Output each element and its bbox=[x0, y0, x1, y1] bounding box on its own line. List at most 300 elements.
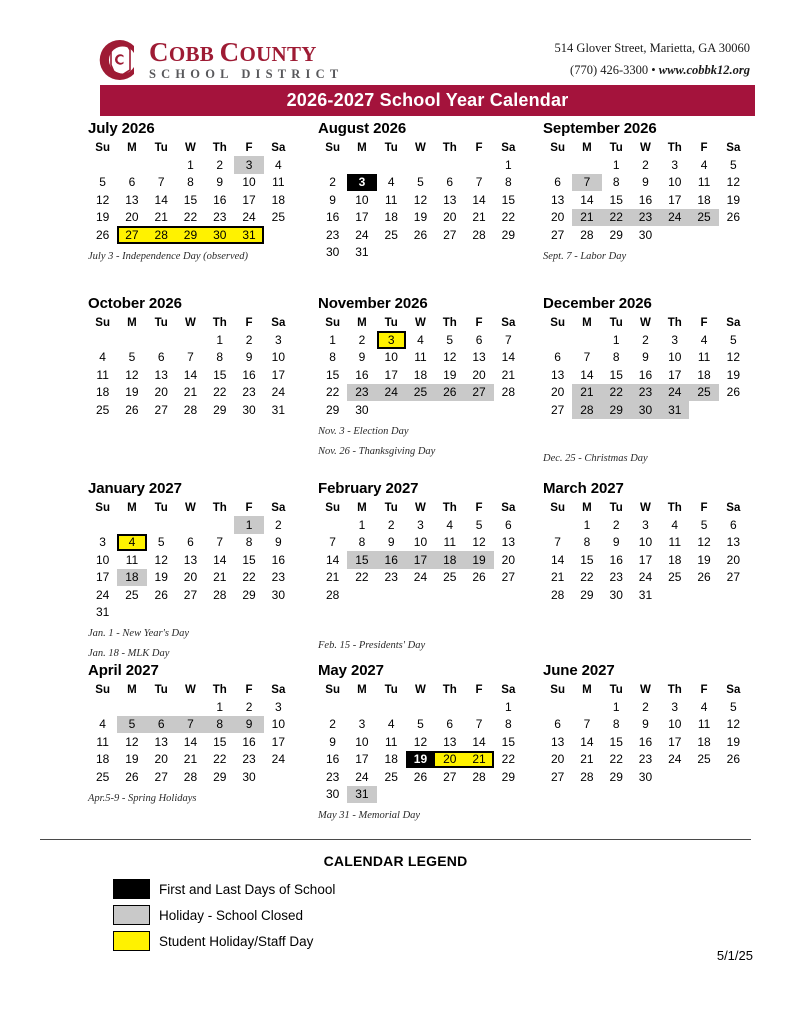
empty-day-cell bbox=[435, 401, 464, 419]
empty-day-cell bbox=[719, 401, 748, 419]
holiday-note: Jan. 18 - MLK Day bbox=[88, 648, 170, 659]
day-cell: 7 bbox=[475, 175, 483, 190]
day-cell: 9 bbox=[234, 716, 263, 734]
empty-day-cell bbox=[435, 156, 464, 174]
weekday-header-m: M bbox=[357, 502, 367, 514]
day-cell: 20 bbox=[443, 210, 457, 225]
day-cell: 12 bbox=[443, 350, 457, 365]
month-title: January 2027 bbox=[88, 480, 182, 497]
month-title: February 2027 bbox=[318, 480, 419, 497]
week-row bbox=[88, 209, 293, 227]
day-cell: 18 bbox=[117, 569, 146, 587]
empty-day-cell bbox=[464, 156, 493, 174]
week-row bbox=[543, 516, 748, 534]
day-cell: 28 bbox=[472, 227, 486, 242]
day-cell: 17 bbox=[406, 551, 435, 569]
day-cell: 6 bbox=[446, 717, 454, 732]
weekday-header-m: M bbox=[582, 317, 592, 329]
week-row bbox=[318, 786, 523, 804]
day-cell: 5 bbox=[128, 350, 136, 365]
weekday-header-th: Th bbox=[442, 142, 457, 154]
month-title: October 2026 bbox=[88, 295, 182, 312]
day-cell: 28 bbox=[472, 769, 486, 784]
day-cell: 9 bbox=[358, 350, 366, 365]
weekday-header-su: Su bbox=[95, 502, 110, 514]
week-row bbox=[543, 331, 748, 349]
week-row bbox=[543, 174, 748, 192]
weekday-header-m: M bbox=[357, 142, 367, 154]
day-cell: 28 bbox=[580, 769, 594, 784]
week-row bbox=[318, 569, 523, 587]
empty-day-cell bbox=[117, 156, 146, 174]
day-cell: 3 bbox=[234, 156, 263, 174]
day-cell: 16 bbox=[271, 552, 286, 567]
day-cell: 6 bbox=[187, 535, 194, 550]
day-cell: 18 bbox=[697, 192, 711, 207]
day-cell: 5 bbox=[417, 175, 424, 190]
month-table bbox=[318, 315, 523, 419]
weekday-header-sa: Sa bbox=[271, 502, 286, 514]
day-cell: 26 bbox=[726, 752, 741, 767]
weekday-header-w: W bbox=[640, 142, 651, 154]
day-cell: 23 bbox=[271, 570, 286, 585]
day-cell: 16 bbox=[242, 367, 256, 382]
month-table bbox=[88, 500, 293, 621]
weekday-header-row bbox=[88, 315, 293, 331]
holiday-note: Nov. 3 - Election Day bbox=[318, 425, 409, 437]
day-cell: 30 bbox=[242, 769, 256, 784]
day-cell: 8 bbox=[216, 350, 224, 365]
week-row bbox=[318, 716, 523, 734]
day-cell: 26 bbox=[413, 769, 428, 784]
empty-day-cell bbox=[572, 698, 601, 716]
month-title: March 2027 bbox=[543, 480, 624, 497]
day-cell: 14 bbox=[154, 192, 168, 207]
day-cell: 15 bbox=[213, 734, 227, 749]
day-cell: 2 bbox=[642, 699, 649, 714]
month-block-july-2026 bbox=[88, 120, 293, 262]
weekday-header-m: M bbox=[127, 502, 137, 514]
day-cell: 1 bbox=[612, 699, 620, 714]
week-row bbox=[543, 586, 748, 604]
day-cell: 17 bbox=[355, 210, 369, 225]
day-cell: 23 bbox=[631, 384, 660, 402]
day-cell: 25 bbox=[95, 402, 110, 417]
day-cell: 17 bbox=[242, 192, 256, 207]
day-cell: 14 bbox=[213, 552, 227, 567]
month-table bbox=[543, 500, 748, 604]
weekday-header-th: Th bbox=[667, 502, 682, 514]
day-cell: 20 bbox=[472, 367, 486, 382]
empty-day-cell bbox=[377, 698, 406, 716]
day-cell: 16 bbox=[325, 752, 340, 767]
empty-day-cell bbox=[660, 768, 689, 786]
day-cell: 30 bbox=[205, 226, 234, 244]
empty-day-cell bbox=[377, 401, 406, 419]
weekday-header-th: Th bbox=[667, 317, 682, 329]
day-cell: 18 bbox=[271, 192, 286, 207]
day-cell: 13 bbox=[550, 734, 565, 749]
day-cell: 13 bbox=[550, 367, 565, 382]
day-cell: 28 bbox=[501, 385, 516, 400]
weekday-header-f: F bbox=[475, 142, 483, 154]
day-cell: 25 bbox=[689, 209, 718, 227]
day-cell: 24 bbox=[668, 752, 682, 767]
weekday-header-su: Su bbox=[550, 502, 565, 514]
weekday-header-row bbox=[88, 500, 293, 516]
weekday-header-row bbox=[318, 315, 523, 331]
weekday-header-m: M bbox=[582, 142, 592, 154]
week-row bbox=[543, 191, 748, 209]
day-cell: 29 bbox=[325, 402, 340, 417]
weekday-header-sa: Sa bbox=[271, 317, 286, 329]
week-row bbox=[88, 768, 293, 786]
empty-day-cell bbox=[377, 586, 406, 604]
week-row bbox=[543, 698, 748, 716]
day-cell: 9 bbox=[642, 175, 649, 190]
weekday-header-tu: Tu bbox=[384, 142, 398, 154]
month-block-january-2027 bbox=[88, 480, 293, 659]
day-cell: 8 bbox=[205, 716, 234, 734]
empty-day-cell bbox=[406, 401, 435, 419]
empty-day-cell bbox=[377, 156, 406, 174]
day-cell: 25 bbox=[697, 752, 711, 767]
week-row bbox=[543, 733, 748, 751]
week-row bbox=[88, 733, 293, 751]
weekday-header-th: Th bbox=[212, 502, 227, 514]
day-cell: 9 bbox=[612, 535, 620, 550]
week-row bbox=[543, 534, 748, 552]
week-row bbox=[318, 384, 523, 402]
day-cell: 8 bbox=[245, 535, 253, 550]
weekday-header-w: W bbox=[415, 317, 426, 329]
day-cell: 26 bbox=[413, 227, 428, 242]
empty-day-cell bbox=[464, 786, 493, 804]
weekday-header-w: W bbox=[415, 684, 426, 696]
day-cell: 27 bbox=[117, 226, 146, 244]
day-cell: 28 bbox=[213, 587, 227, 602]
week-row bbox=[318, 244, 523, 262]
day-cell: 1 bbox=[358, 517, 366, 532]
day-cell: 20 bbox=[726, 552, 741, 567]
month-title: December 2026 bbox=[543, 295, 652, 312]
empty-day-cell bbox=[147, 331, 176, 349]
day-cell: 23 bbox=[631, 209, 660, 227]
day-cell: 17 bbox=[638, 552, 653, 567]
day-cell: 24 bbox=[355, 769, 369, 784]
day-cell: 25 bbox=[689, 384, 718, 402]
weekday-header-su: Su bbox=[95, 684, 110, 696]
month-title: May 2027 bbox=[318, 662, 384, 679]
day-cell: 11 bbox=[443, 535, 456, 550]
day-cell: 30 bbox=[609, 587, 623, 602]
day-cell: 10 bbox=[668, 717, 682, 732]
day-cell: 10 bbox=[271, 717, 286, 732]
day-cell: 29 bbox=[501, 227, 516, 242]
week-row bbox=[318, 191, 523, 209]
weekday-header-f: F bbox=[700, 142, 708, 154]
legend-swatch-black bbox=[113, 879, 150, 899]
day-cell: 10 bbox=[355, 192, 369, 207]
week-row bbox=[318, 156, 523, 174]
day-cell: 4 bbox=[99, 717, 106, 732]
weekday-header-w: W bbox=[185, 502, 196, 514]
day-cell: 1 bbox=[187, 157, 194, 172]
week-row bbox=[88, 226, 293, 244]
day-cell: 12 bbox=[726, 350, 741, 365]
day-cell: 23 bbox=[384, 570, 398, 585]
day-cell: 4 bbox=[275, 157, 282, 172]
legend-divider bbox=[40, 839, 751, 840]
day-cell: 8 bbox=[329, 350, 336, 365]
empty-day-cell bbox=[205, 516, 234, 534]
day-cell: 2 bbox=[329, 717, 336, 732]
day-cell: 8 bbox=[358, 535, 366, 550]
day-cell: 14 bbox=[550, 552, 565, 567]
holiday-note: July 3 - Independence Day (observed) bbox=[88, 250, 249, 262]
week-row bbox=[318, 401, 523, 419]
day-cell: 14 bbox=[501, 350, 516, 365]
empty-day-cell bbox=[406, 586, 435, 604]
day-cell: 30 bbox=[638, 769, 653, 784]
day-cell: 15 bbox=[501, 192, 516, 207]
day-cell: 23 bbox=[213, 210, 227, 225]
weekday-header-tu: Tu bbox=[609, 502, 623, 514]
empty-day-cell bbox=[88, 156, 117, 174]
day-cell: 14 bbox=[183, 734, 198, 749]
day-cell: 17 bbox=[668, 192, 682, 207]
weekday-header-tu: Tu bbox=[154, 317, 168, 329]
empty-day-cell bbox=[689, 226, 718, 244]
week-row bbox=[543, 384, 748, 402]
day-cell: 6 bbox=[446, 175, 454, 190]
empty-day-cell bbox=[264, 768, 293, 786]
week-row bbox=[88, 551, 293, 569]
empty-day-cell bbox=[347, 698, 376, 716]
day-cell: 9 bbox=[642, 350, 649, 365]
day-cell: 15 bbox=[609, 734, 623, 749]
day-cell: 13 bbox=[125, 192, 139, 207]
day-cell: 13 bbox=[501, 535, 516, 550]
holiday-note: Sept. 7 - Labor Day bbox=[543, 250, 627, 262]
day-cell: 5 bbox=[475, 517, 483, 532]
day-cell: 17 bbox=[355, 752, 369, 767]
day-cell: 25 bbox=[668, 570, 682, 585]
day-cell: 12 bbox=[154, 552, 168, 567]
day-cell: 18 bbox=[435, 551, 464, 569]
weekday-header-row bbox=[318, 500, 523, 516]
day-cell: 30 bbox=[325, 787, 340, 802]
day-cell: 27 bbox=[443, 227, 457, 242]
day-cell: 2 bbox=[216, 157, 224, 172]
empty-day-cell bbox=[719, 226, 748, 244]
day-cell: 13 bbox=[183, 552, 198, 567]
day-cell: 16 bbox=[609, 552, 623, 567]
day-cell: 2 bbox=[358, 332, 366, 347]
day-cell: 7 bbox=[475, 717, 483, 732]
day-cell: 13 bbox=[443, 734, 457, 749]
day-cell: 5 bbox=[157, 535, 165, 550]
day-cell: 31 bbox=[347, 786, 376, 804]
weekday-header-su: Su bbox=[325, 142, 340, 154]
day-cell: 23 bbox=[638, 752, 653, 767]
day-cell: 17 bbox=[271, 367, 286, 382]
day-cell: 24 bbox=[271, 385, 286, 400]
day-cell: 7 bbox=[583, 350, 591, 365]
empty-day-cell bbox=[494, 244, 523, 262]
day-cell: 9 bbox=[275, 535, 282, 550]
empty-day-cell bbox=[435, 698, 464, 716]
cobb-county-logo-icon bbox=[91, 34, 143, 86]
day-cell: 19 bbox=[726, 734, 741, 749]
month-block-may-2027 bbox=[318, 662, 523, 821]
week-row bbox=[543, 401, 748, 419]
day-cell: 28 bbox=[550, 587, 565, 602]
day-cell: 9 bbox=[245, 350, 253, 365]
day-cell: 8 bbox=[612, 717, 620, 732]
day-cell: 22 bbox=[580, 570, 594, 585]
day-cell: 30 bbox=[638, 227, 653, 242]
day-cell: 15 bbox=[242, 552, 256, 567]
day-cell: 4 bbox=[700, 332, 708, 347]
day-cell: 31 bbox=[355, 245, 369, 260]
day-cell: 12 bbox=[472, 535, 486, 550]
month-table bbox=[318, 500, 523, 604]
weekday-header-tu: Tu bbox=[609, 142, 623, 154]
day-cell: 10 bbox=[413, 535, 428, 550]
empty-day-cell bbox=[176, 516, 205, 534]
week-row bbox=[318, 733, 523, 751]
empty-day-cell bbox=[88, 331, 117, 349]
day-cell: 15 bbox=[609, 367, 623, 382]
website-link[interactable]: www.cobbk12.org bbox=[658, 62, 750, 77]
day-cell: 28 bbox=[580, 227, 594, 242]
month-title: September 2026 bbox=[543, 120, 657, 137]
day-cell: 11 bbox=[697, 175, 711, 190]
week-row bbox=[318, 534, 523, 552]
weekday-header-th: Th bbox=[667, 142, 682, 154]
month-notes bbox=[543, 251, 748, 262]
day-cell: 12 bbox=[125, 734, 139, 749]
day-cell: 23 bbox=[347, 384, 376, 402]
day-cell: 28 bbox=[183, 769, 198, 784]
week-row bbox=[543, 768, 748, 786]
empty-day-cell bbox=[117, 698, 146, 716]
month-table bbox=[88, 682, 293, 786]
day-cell: 3 bbox=[347, 174, 376, 192]
day-cell: 11 bbox=[414, 350, 427, 365]
day-cell: 7 bbox=[572, 174, 601, 192]
empty-day-cell bbox=[494, 586, 523, 604]
weekday-header-su: Su bbox=[550, 317, 565, 329]
day-cell: 10 bbox=[271, 350, 286, 365]
empty-day-cell bbox=[264, 604, 293, 622]
weekday-header-row bbox=[543, 500, 748, 516]
day-cell: 19 bbox=[443, 367, 457, 382]
week-row bbox=[88, 569, 293, 587]
day-cell: 24 bbox=[660, 209, 689, 227]
day-cell: 2 bbox=[245, 699, 253, 714]
legend-label: Holiday - School Closed bbox=[159, 907, 304, 923]
month-table bbox=[543, 140, 748, 244]
day-cell: 6 bbox=[554, 350, 561, 365]
weekday-header-tu: Tu bbox=[609, 684, 623, 696]
day-cell: 9 bbox=[642, 717, 649, 732]
day-cell: 5 bbox=[700, 517, 708, 532]
weekday-header-su: Su bbox=[325, 317, 340, 329]
day-cell: 18 bbox=[697, 734, 711, 749]
day-cell: 29 bbox=[501, 769, 516, 784]
day-cell: 25 bbox=[384, 769, 398, 784]
day-cell: 19 bbox=[413, 210, 428, 225]
district-logo bbox=[91, 34, 343, 86]
week-row bbox=[88, 604, 293, 622]
day-cell: 24 bbox=[355, 227, 369, 242]
day-cell: 8 bbox=[612, 350, 620, 365]
weekday-header-m: M bbox=[582, 684, 592, 696]
weekday-header-th: Th bbox=[212, 317, 227, 329]
week-row bbox=[318, 516, 523, 534]
week-row bbox=[543, 751, 748, 769]
day-cell: 24 bbox=[638, 570, 653, 585]
week-row bbox=[318, 349, 523, 367]
holiday-note: Nov. 26 - Thanksgiving Day bbox=[318, 445, 436, 457]
day-cell: 12 bbox=[413, 192, 428, 207]
day-cell: 20 bbox=[154, 385, 168, 400]
weekday-header-row bbox=[318, 140, 523, 156]
empty-day-cell bbox=[494, 401, 523, 419]
day-cell: 26 bbox=[435, 384, 464, 402]
day-cell: 12 bbox=[95, 192, 110, 207]
day-cell: 19 bbox=[125, 752, 139, 767]
day-cell: 26 bbox=[472, 570, 486, 585]
day-cell: 9 bbox=[329, 192, 336, 207]
day-cell: 18 bbox=[413, 367, 428, 382]
week-row bbox=[318, 366, 523, 384]
weekday-header-su: Su bbox=[550, 142, 565, 154]
day-cell: 25 bbox=[271, 210, 286, 225]
day-cell: 31 bbox=[234, 226, 263, 244]
week-row bbox=[318, 586, 523, 604]
legend-item bbox=[113, 928, 335, 954]
day-cell: 2 bbox=[612, 517, 620, 532]
week-row bbox=[88, 191, 293, 209]
day-cell: 4 bbox=[700, 699, 708, 714]
weekday-header-th: Th bbox=[442, 502, 457, 514]
legend-swatch-yellow bbox=[113, 931, 150, 951]
empty-day-cell bbox=[689, 586, 718, 604]
week-row bbox=[318, 751, 523, 769]
day-cell: 11 bbox=[96, 734, 109, 749]
day-cell: 21 bbox=[550, 570, 565, 585]
day-cell: 6 bbox=[128, 175, 136, 190]
day-cell: 21 bbox=[580, 752, 594, 767]
week-row bbox=[88, 366, 293, 384]
empty-day-cell bbox=[176, 331, 205, 349]
day-cell: 26 bbox=[125, 402, 139, 417]
weekday-header-f: F bbox=[245, 317, 253, 329]
day-cell: 5 bbox=[730, 157, 737, 172]
day-cell: 17 bbox=[668, 367, 682, 382]
weekday-header-w: W bbox=[640, 684, 651, 696]
day-cell: 21 bbox=[572, 384, 601, 402]
weekday-header-tu: Tu bbox=[154, 142, 168, 154]
month-notes bbox=[88, 793, 293, 804]
weekday-header-w: W bbox=[185, 317, 196, 329]
day-cell: 16 bbox=[377, 551, 406, 569]
day-cell: 2 bbox=[275, 517, 282, 532]
empty-day-cell bbox=[435, 586, 464, 604]
